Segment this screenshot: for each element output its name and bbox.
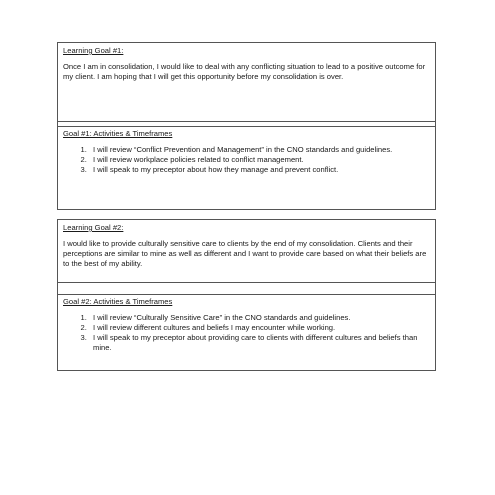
- learning-goal-1-heading: Learning Goal #1:: [63, 46, 124, 55]
- learning-goal-2-heading: Learning Goal #2:: [63, 223, 124, 232]
- goal-1-activities-list: [63, 145, 430, 175]
- learning-goal-2-cell: [58, 220, 435, 282]
- goal-1-activities-cell: [58, 126, 435, 178]
- learning-goal-2-table: [57, 219, 436, 371]
- learning-goal-1-table: [57, 42, 436, 210]
- goal-1-activities-heading: Goal #1: Activities & Timeframes: [63, 129, 173, 138]
- list-item: 2. I will review workplace policies related to conflict management.: [89, 155, 430, 165]
- goal-2-activities-heading: Goal #2: Activities & Timeframes: [63, 297, 173, 306]
- list-item: 3. I will speak to my preceptor about how they manage and prevent conflict.: [89, 165, 430, 175]
- list-item: 1. I will review “Conflict Prevention and Management” in the CNO standards and guidelines.: [89, 145, 430, 155]
- list-item: 3. I will speak to my preceptor about providing care to clients with different cultures and beliefs than mine.: [89, 333, 430, 353]
- table-divider: [58, 282, 435, 283]
- learning-goal-1-cell: [58, 43, 435, 121]
- list-item: 1. I will review “Culturally Sensitive Care” in the CNO standards and guidelines.: [89, 313, 430, 323]
- table-divider: [58, 121, 435, 122]
- learning-goal-2-text: I would like to provide culturally sensitive care to clients by the end of my consolidation. Clients and their perceptions are similar to mine as well as different and I want to provide care based on what their beliefs are to the best of my ability.: [63, 239, 427, 269]
- goal-2-activities-cell: [58, 294, 435, 356]
- list-item: 2. I will review different cultures and beliefs I may encounter while working.: [89, 323, 430, 333]
- learning-goal-1-text: Once I am in consolidation, I would like to deal with any conflicting situation to lead to a positive outcome for my client. I am hoping that I will get this opportunity before my consolidation is over.: [63, 62, 426, 82]
- goal-2-activities-list: [63, 313, 430, 353]
